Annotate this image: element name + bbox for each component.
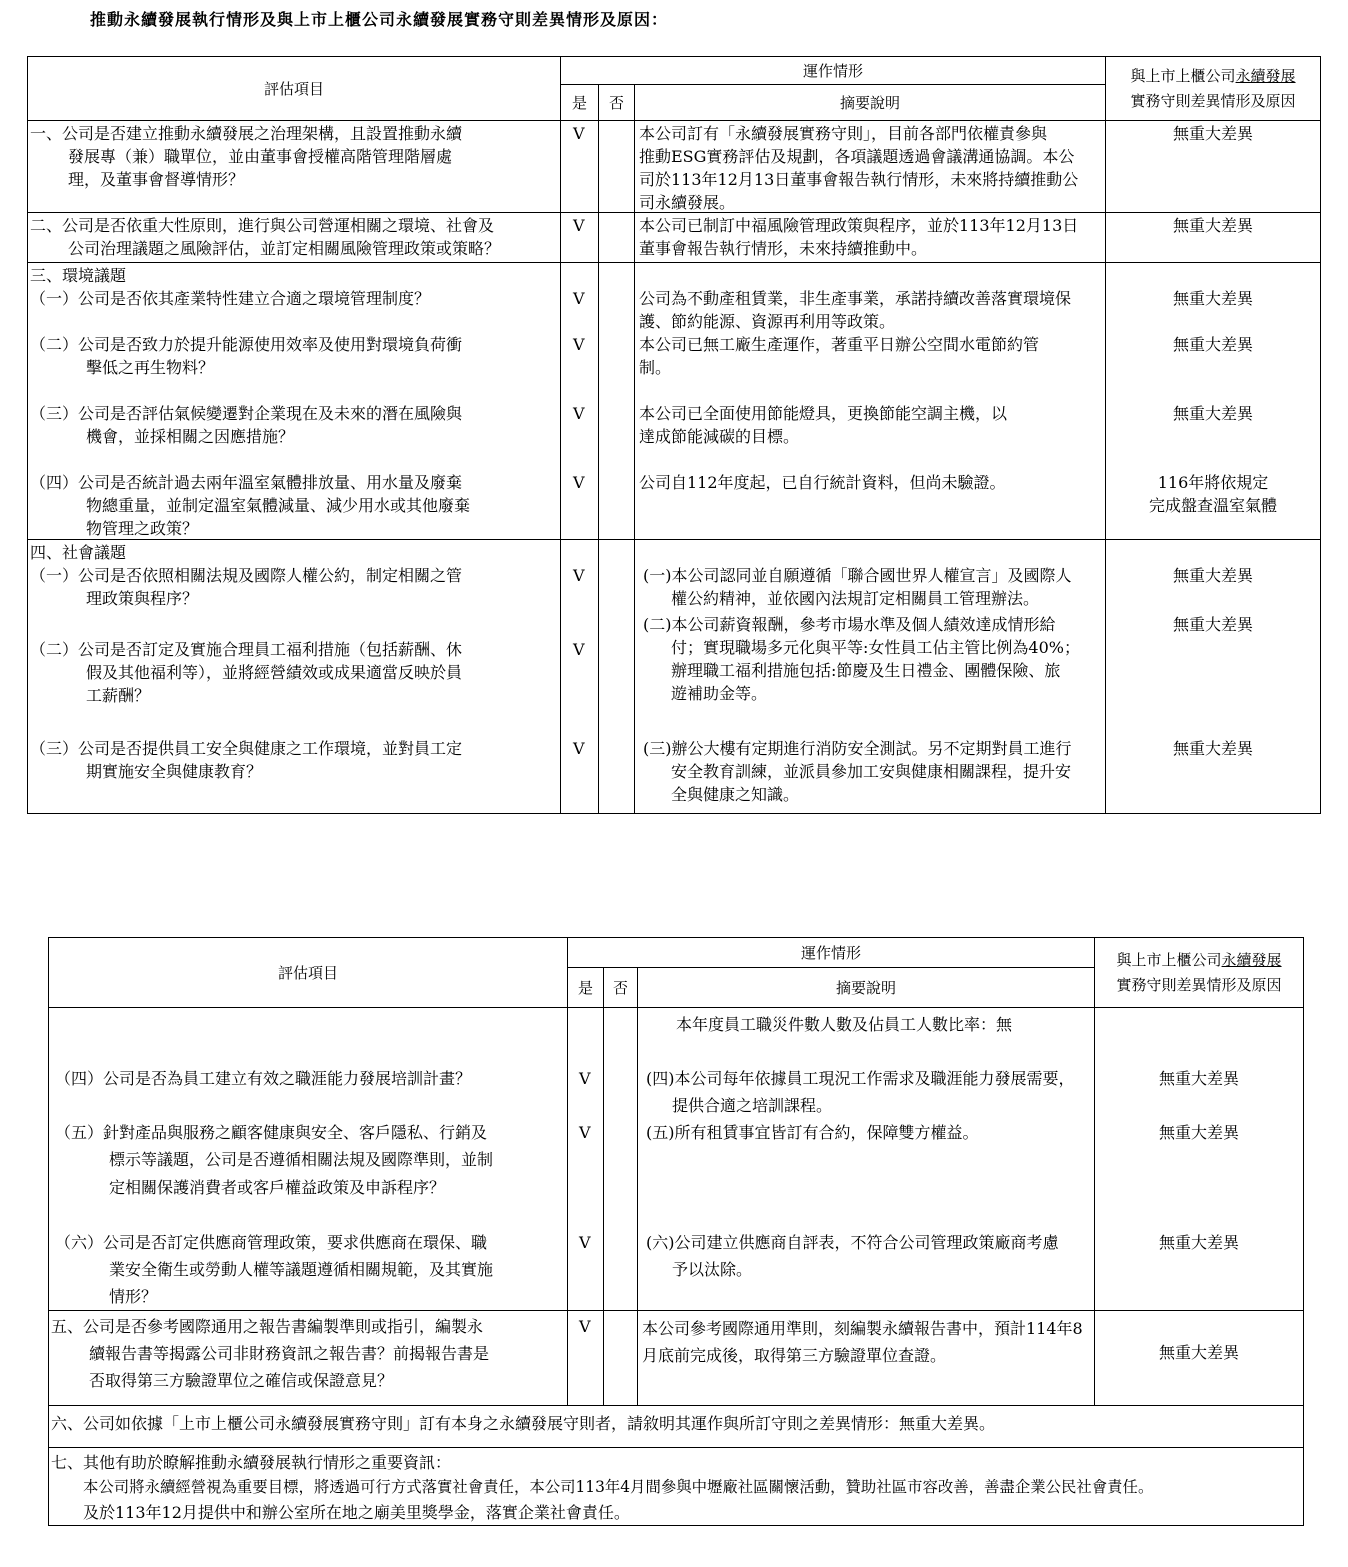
evaluation-table-2 bbox=[48, 937, 1304, 1526]
header-yes: 是 bbox=[561, 85, 599, 121]
header-operation: 運作情形 bbox=[568, 938, 1095, 968]
header-operation: 運作情形 bbox=[561, 57, 1106, 85]
table-row: 七、其他有助於瞭解推動永續發展執行情形之重要資訊： 本公司將永續經營視為重要目標，將透過可行方式落實社會責任，本公司113年4月間參與中壢廠社區關懷活動，贊助社區市容改善，善盡企業公民社會責任。 及於113年12月提供中和辦公室所在地之廟美里獎學金，落實企業社會責任。 bbox=[49, 1448, 1304, 1526]
table-row-social: 四、社會議題 （一）公司是否依照相關法規及國際人權公約，制定相關之管 理政策與程序？ （二）公司是否訂定及實施合理員工福利措施（包括薪酬、休 假及其他福利等），並將經營績效或成果適當反映於員 工薪酬？ （三）公司是否提供員工安全與健康之工作環境，並對員工定 期實施安全與健康教育？ V V V (一)本公司認同並自願遵循「聯合國世界人權宣言」及國際人 權公約精神，並依國內法規訂定相關員工管理辦法。 (二)本公司薪資報酬，參考市場水準及個人績效達成情形給 付；實現職場多元化與平等:女性員工佔主管比例為40%； 辦理職工福利措施包括:節慶及生日禮金、團體保險、旅 遊補助金等。 (三)辦公大樓有定期進行消防安全測試。另不定期對員工進行 安全教育訓練，並派員參加工安與健康相關課程，提升安 全與健康之知識。 無重大差異 無重大差異 無重大差異 bbox=[28, 540, 1321, 814]
header-yes: 是 bbox=[568, 968, 604, 1008]
header-difference: 與上市上櫃公司永續發展 實務守則差異情形及原因 bbox=[1095, 938, 1304, 1008]
header-summary: 摘要說明 bbox=[635, 85, 1106, 121]
table-row: 六、公司如依據「上市上櫃公司永續發展實務守則」訂有本身之永續發展守則者，請敘明其運作與所訂守則之差異情形：無重大差異。 bbox=[49, 1406, 1304, 1448]
evaluation-table-1 bbox=[27, 56, 1321, 814]
header-item: 評估項目 bbox=[49, 938, 568, 1008]
header-no: 否 bbox=[604, 968, 638, 1008]
header-no: 否 bbox=[599, 85, 635, 121]
yes-mark: V bbox=[573, 216, 585, 235]
header-item: 評估項目 bbox=[28, 57, 561, 121]
table-row: 二、公司是否依重大性原則，進行與公司營運相關之環境、社會及 公司治理議題之風險評估，並訂定相關風險管理政策或策略？ V 本公司已制訂中福風險管理政策與程序，並於113年12月13日 董事會報告執行情形，未來持續推動中。 無重大差異 bbox=[28, 213, 1321, 263]
difference-text: 無重大差異 bbox=[1173, 216, 1254, 235]
occupational-injury-stat: 本年度員工職災件數人數及佔員工人數比率：無 bbox=[676, 1015, 1013, 1034]
table-row-environment: 三、環境議題 （一）公司是否依其產業特性建立合適之環境管理制度？ （二）公司是否致力於提升能源使用效率及使用對環境負荷衝 擊低之再生物料？ （三）公司是否評估氣候變遷對企業現在及未來的潛在風險與 機會，並採相關之因應措施？ （四）公司是否統計過去兩年溫室氣體排放量、用水量及廢棄 物總重量，並制定溫室氣體減量、減少用水或其他廢棄 物管理之政策？ V V V V 公司為不動產租賃業，非生產事業，承諾持續改善落實環境保 護、節約能源、資源再利用等政策。 本公司已無工廠生產運作，著重平日辦公空間水電節約管 制。 本公司已全面使用節能燈具，更換節能空調主機，以 達成節能減碳的目標。 公司自112年度起，已自行統計資料，但尚未驗證。 無重大差異 無重大差異 無重大差異 116年將依規定 完成盤查溫室氣體 bbox=[28, 263, 1321, 540]
table-row: 五、公司是否參考國際通用之報告書編製準則或指引，編製永 續報告書等揭露公司非財務資訊之報告書？前揭報告書是 否取得第三方驗證單位之確信或保證意見？ V 本公司參考國際通用準則，刻編製永續報告書中，預計114年8 月底前完成後，取得第三方驗證單位查證。 無重大差異 bbox=[49, 1311, 1304, 1406]
table-row: 一、公司是否建立推動永續發展之治理架構，且設置推動永續 發展專（兼）職單位，並由董事會授權高階管理階層處 理，及董事會督導情形？ V 本公司訂有「永續發展實務守則」，目前各部門依權責參與 推動ESG實務評估及規劃，各項議題透過會議溝通協調。本公 司於113年12月13日董事會報告執行情形，未來將持續推動公 司永續發展。 無重大差異 bbox=[28, 121, 1321, 213]
yes-mark: V bbox=[573, 124, 585, 143]
header-difference: 與上市上櫃公司永續發展 實務守則差異情形及原因 bbox=[1106, 57, 1321, 121]
table-row-social-continued: （四）公司是否為員工建立有效之職涯能力發展培訓計畫？ （五）針對產品與服務之顧客健康與安全、客戶隱私、行銷及 標示等議題，公司是否遵循相關法規及國際準則，並制 定相關保護消費者或客戶權益政策及申訴程序？ （六）公司是否訂定供應商管理政策，要求供應商在環保、職 業安全衛生或勞動人權等議題遵循相關規範，及其實施 情形？ V V V 本年度員工職災件數人數及佔員工人數比率：無 (四)本公司每年依據員工現況工作需求及職涯能力發展需要， 提供合適之培訓課程。 (五)所有租賃事宜皆訂有合約，保障雙方權益。 (六)公司建立供應商自評表，不符合公司管理政策廠商考慮 予以汰除。 無重大差異 無重大差異 無重大差異 bbox=[49, 1008, 1304, 1311]
difference-text: 無重大差異 bbox=[1173, 124, 1254, 143]
header-summary: 摘要說明 bbox=[638, 968, 1095, 1008]
page-heading: 推動永續發展執行情形及與上市上櫃公司永續發展實務守則差異情形及原因： bbox=[90, 10, 669, 29]
